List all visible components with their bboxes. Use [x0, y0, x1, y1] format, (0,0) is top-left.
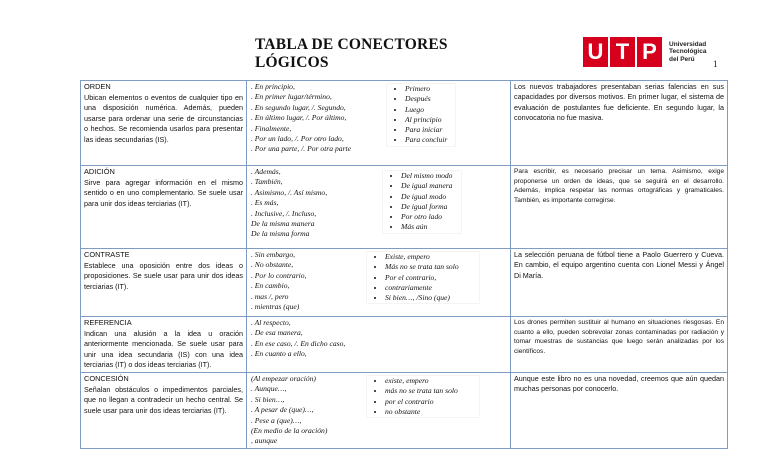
category-name: CONTRASTE [84, 250, 130, 259]
connector-item: . Por un lado, /. Por otro lado, [251, 134, 344, 144]
connector-item: . En cambio, [251, 281, 290, 291]
connector-item: . Finalmente, [251, 123, 292, 133]
connector-list [250, 167, 507, 240]
connector-item: . En ese caso, /. En dicho caso, [251, 338, 346, 348]
logo-letter-u: U [583, 37, 608, 67]
connector-bullet-item: • Por otro lado [401, 212, 461, 222]
connector-item: , aunque [251, 436, 278, 446]
example-text: Los drones permiten sustituir al humano en situaciones riesgosas. En cuanto a ello, pueden sobrevolar zonas contaminadas por radiación y tomar muestras de sustancias que luego serán analizadas por los científicos. [514, 319, 724, 355]
category-description: Ubican elementos o eventos de cualquier tipo en una disposición numérica. Además, pueden usarse para ordenar una serie de circunstancias o hechos. Se recomienda usarlos para presentar las ideas secundarias (IS). [84, 92, 243, 144]
logo-letter-t: T [610, 37, 635, 67]
connector-bullet-item: • De igual manera [401, 181, 461, 191]
connector-item: . Es más, [251, 198, 279, 208]
connector-bullet-item: • no obstante [385, 407, 479, 417]
connector-bullet-item: • Primero [405, 84, 455, 94]
connector-item: . Además, [251, 167, 281, 176]
logo-letter-p: P [637, 37, 662, 67]
connector-item: . Por lo contrario, [251, 270, 307, 280]
connector-bullet-item: • Existe, empero [385, 252, 479, 262]
connector-bullet-item: • más no se trata tan solo [385, 386, 479, 396]
connector-item: . Aunque…, [251, 384, 287, 394]
connector-bullet-item: • Para concluir [405, 135, 455, 145]
connector-bullet-list [367, 376, 479, 417]
connector-bullet-list [387, 84, 455, 146]
table-row [81, 317, 728, 373]
connector-box [387, 84, 455, 146]
connector-box [383, 171, 461, 233]
connectors-cell [247, 317, 511, 373]
category-name: REFERENCIA [84, 318, 132, 327]
connector-item: . Si bien…, [251, 394, 285, 404]
page-title: TABLA DE CONECTORES LÓGICOS [255, 36, 448, 71]
table-row [81, 166, 728, 249]
table-row [81, 81, 728, 166]
category-description: Sirve para agregar información en el mismo sentido o en uno complementario. Se suele usar para unir dos ideas terciarias (IT). [84, 177, 243, 208]
connector-item: . En principio, [251, 82, 295, 91]
connector-item: . No obstante, [251, 260, 294, 270]
connector-item: . En primer lugar/término, [251, 92, 332, 102]
page-number: 1 [713, 59, 718, 69]
connector-item: (Al empezar oración) [251, 373, 316, 383]
example-cell [511, 372, 728, 448]
example-text: Aunque este libro no es una novedad, creemos que aún quedan muchas personas por conocerlo. [514, 373, 724, 394]
connector-item: . Pese a (que)…, [251, 415, 302, 425]
connector-bullet-item: • Para iniciar [405, 125, 455, 135]
connector-box [367, 252, 479, 303]
connector-bullet-item: • Más aún [401, 222, 461, 232]
category-cell [81, 81, 247, 166]
connectors-table [80, 80, 728, 449]
connector-item: . También, [251, 177, 283, 187]
connector-item: . En cuanto a ello, [251, 349, 307, 359]
category-name: ADICIÓN [84, 167, 115, 176]
connector-item: . Por una parte, /. Por otra parte [251, 144, 351, 154]
connector-bullet-item: • Luego [405, 105, 455, 115]
category-name: CONCESIÓN [84, 373, 129, 383]
connectors-cell [247, 166, 511, 249]
connectors-cell [247, 372, 511, 448]
category-cell [81, 166, 247, 249]
connectors-cell [247, 81, 511, 166]
example-text: Los nuevos trabajadores presentaban serias falencias en sus capacidades por diversos motivos. En primer lugar, el sistema de evaluación de postulantes fue deficiente. En segundo lugar, la convocatoria no fue masiva. [514, 82, 724, 123]
connector-bullet-item: • existe, empero [385, 376, 479, 386]
table-row [81, 249, 728, 317]
example-cell [511, 81, 728, 166]
connector-item: . En segundo lugar, /. Segundo, [251, 102, 346, 112]
example-text: Para escribir, es necesario precisar un tema. Asimismo, exige proponerse un orden de ideas, que se seguirá en el desarrollo. Además, implica respetar las normas ortográficas y gramaticales. También, es importante corregirse. [514, 168, 724, 204]
connector-item: . A pesar de (que)…, [251, 405, 314, 415]
utp-logo [583, 33, 706, 71]
connector-bullet-item: • De igual forma [401, 202, 461, 212]
connector-list [250, 82, 507, 155]
connector-list [250, 318, 507, 360]
connector-item: . mientras (que) [251, 302, 300, 312]
connector-item: De la misma forma [251, 229, 310, 239]
category-description: Establece una oposición entre dos ideas o proposiciones. Se suele usar para unir dos ideas terciarias (IT). [84, 260, 243, 291]
connector-item: . Inclusive, /. Incluso, [251, 208, 317, 218]
connector-item: . Al respecto, [251, 318, 291, 327]
connector-bullet-item: • Después [405, 94, 455, 104]
connector-bullet-item: • Si bien…, /Sino (que) [385, 293, 479, 303]
connector-item: . De esa manera, [251, 328, 303, 338]
category-cell [81, 317, 247, 373]
logo-text: Universidad Tecnológica del Perú [669, 40, 707, 63]
connector-item: . Asimismo, /. Así mismo, [251, 187, 328, 197]
connector-bullet-item: • De igual modo [401, 192, 461, 202]
connector-bullet-list [367, 252, 479, 303]
example-cell [511, 166, 728, 249]
connector-bullet-item: • Por el contrario, [385, 273, 479, 283]
example-text: La selección peruana de fútbol tiene a Paolo Guerrero y Cueva. En cambio, el equipo argentino cuenta con Lionel Messi y Ángel Di María. [514, 250, 724, 280]
connector-item: De la misma manera [251, 219, 315, 229]
category-cell [81, 372, 247, 448]
category-name: ORDEN [84, 82, 111, 91]
connector-bullet-item: • por el contrario [385, 397, 479, 407]
connectors-cell [247, 249, 511, 317]
connector-item: . Sin embargo, [251, 250, 296, 259]
connector-item: . En último lugar, /. Por último, [251, 113, 347, 123]
connector-bullet-item: • Al principio [405, 115, 455, 125]
connector-item: . mas /, pero [251, 291, 289, 301]
category-cell [81, 249, 247, 317]
category-description: Indican una alusión a la idea u oración anteriormente mencionada. Se suele usar para unir una idea secundaria (IS) con una idea terciarias (IT) o dos ideas terciarias (IT). [84, 328, 243, 370]
connector-bullet-item: • Más no se trata tan solo [385, 262, 479, 272]
connector-bullet-item: • contrariamente [385, 283, 479, 293]
category-description: Señalan obstáculos o impedimentos parciales, que no llegan a contradecir un hecho central. Se suele usar para unir dos ideas terciarias (IT). [84, 384, 243, 415]
example-cell [511, 249, 728, 317]
connector-bullet-item: • Del mismo modo [401, 171, 461, 181]
example-cell [511, 317, 728, 373]
connector-bullet-list [383, 171, 461, 233]
connector-item: (En medio de la oración) [251, 426, 328, 435]
connector-box [367, 376, 479, 417]
table-row [81, 372, 728, 448]
